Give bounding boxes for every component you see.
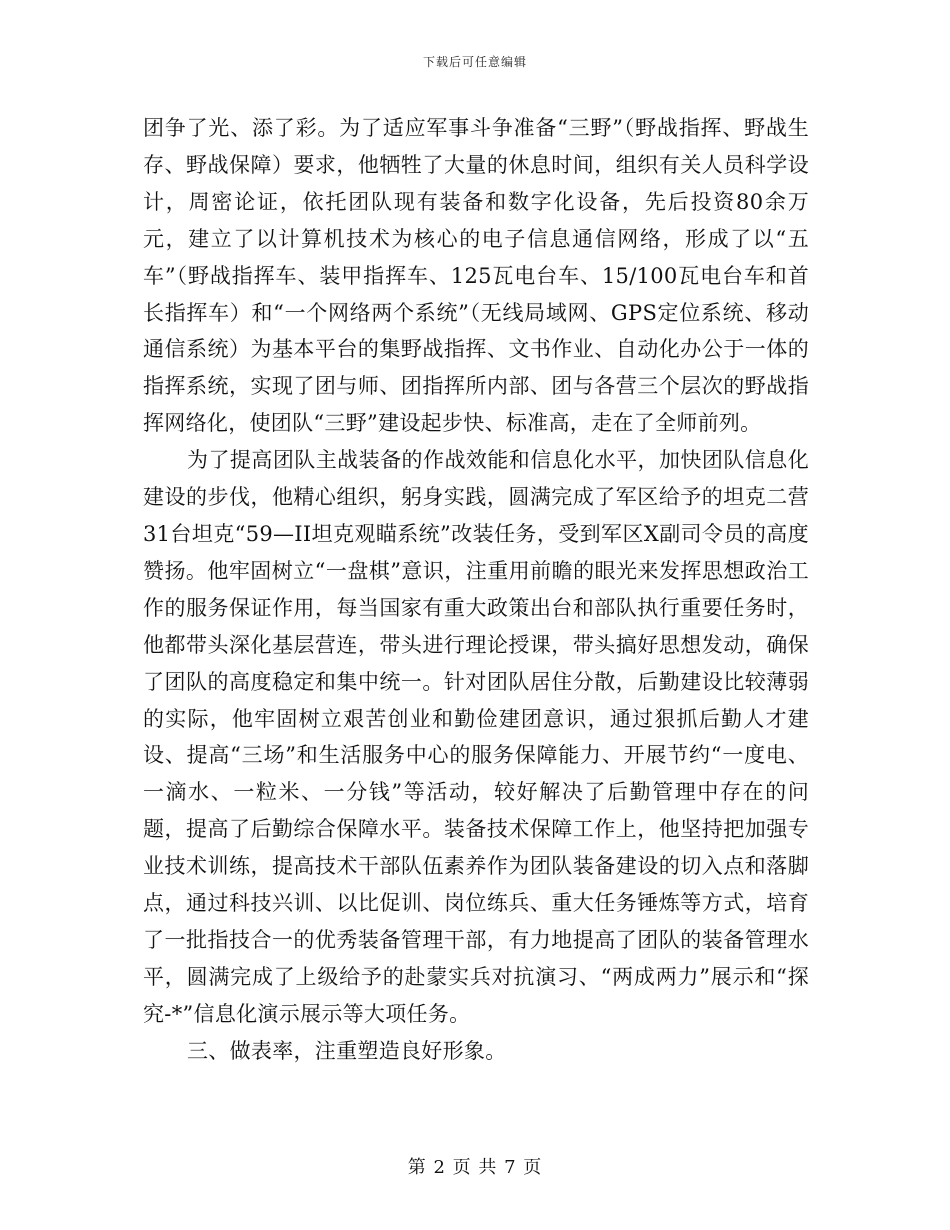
page-footer-number: 第 2 页 共 7 页 bbox=[407, 1157, 543, 1178]
page-header-note: 下载后可任意编辑 bbox=[422, 55, 527, 69]
section-heading: 三、做表率，注重塑造良好形象。 bbox=[187, 1038, 507, 1063]
paragraph-continued: 团争了光、添了彩。为了适应军事斗争准备“三野”（野战指挥、野战生存、野战保障）要求，他牺牲了大量的休息时间，组织有关人员科学设计，周密论证，依托团队现有装备和数字化设备，先后投资80余万元，建立了以计算机技术为核心的电子信息通信网络，形成了以“五车”（野战指挥车、装甲指挥车、125瓦电台车、15/100瓦电台车和首长指挥车）和“一个网络两个系统”（无线局域网、GPS定位系统、移动通信系统）为基本平台的集野战指挥、文书作业、自动化办公于一体的指挥系统，实现了团与师、团指挥所内部、团与各营三个层次的野战指挥网络化，使团队“三野”建设起步快、标准高，走在了全师前列。 bbox=[143, 116, 809, 436]
document-body bbox=[143, 110, 809, 1070]
paragraph-equipment: 为了提高团队主战装备的作战效能和信息化水平，加快团队信息化建设的步伐，他精心组织，躬身实践，圆满完成了军区给予的坦克二营31台坦克“59—II坦克观瞄系统”改装任务，受到军区X副司令员的高度赞扬。他牢固树立“一盘棋”意识，注重用前瞻的眼光来发挥思想政治工作的服务保证作用，每当国家有重大政策出台和部队执行重要任务时，他都带头深化基层营连，带头进行理论授课，带头搞好思想发动，确保了团队的高度稳定和集中统一。针对团队居住分散，后勤建设比较薄弱的实际，他牢固树立艰苦创业和勤俭建团意识，通过狠抓后勤人才建设、提高“三场”和生活服务中心的服务保障能力、开展节约“一度电、一滴水、一粒米、一分钱”等活动，较好解决了后勤管理中存在的问题，提高了后勤综合保障水平。装备技术保障工作上，他坚持把加强专业技术训练，提高技术干部队伍素养作为团队装备建设的切入点和落脚点，通过科技兴训、以比促训、岗位练兵、重大任务锤炼等方式，培育了一批指技合一的优秀装备管理干部，有力地提高了团队的装备管理水平，圆满完成了上级给予的赴蒙实兵对抗演习、“两成两力”展示和“探究-*”信息化演示展示等大项任务。 bbox=[143, 448, 809, 1026]
